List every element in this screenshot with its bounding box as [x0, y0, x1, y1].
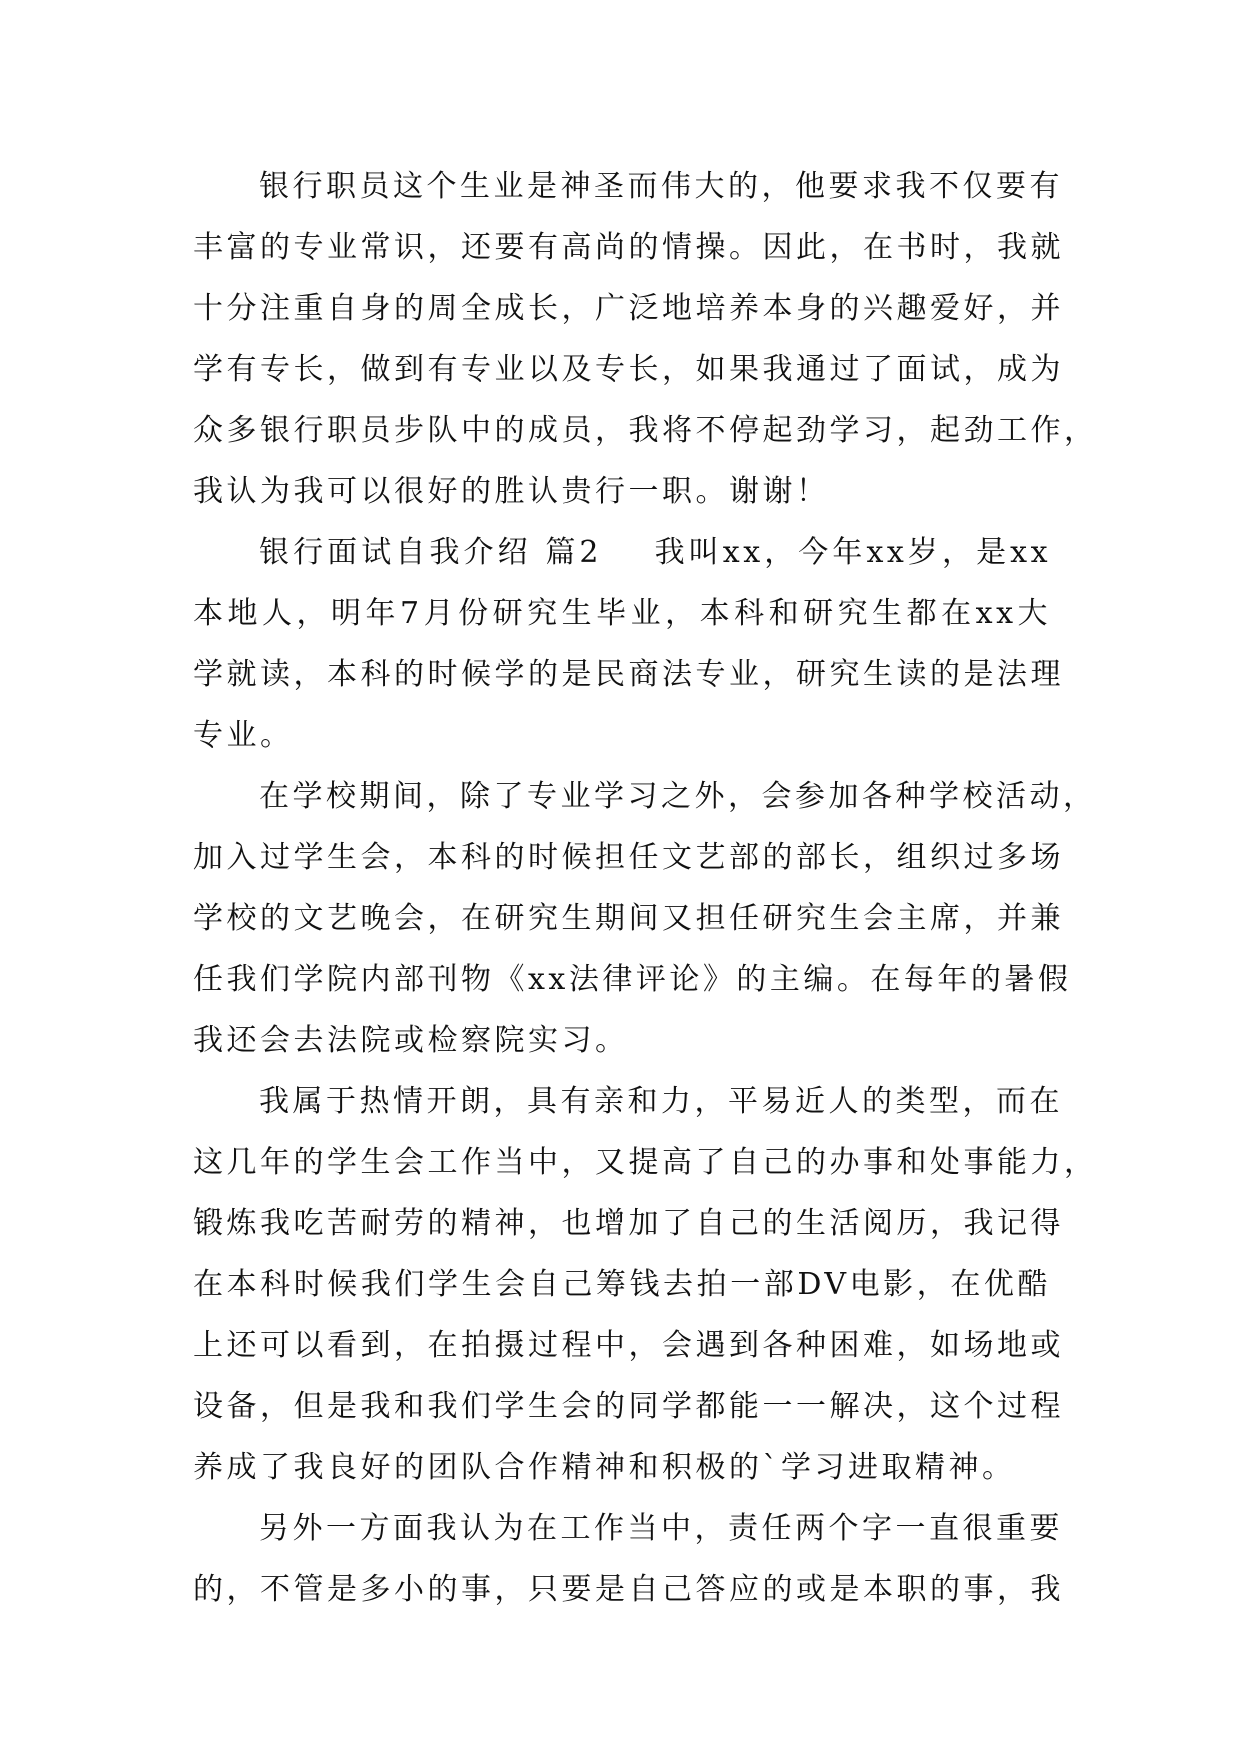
text-line: 学就读，本科的时候学的是民商法专业，研究生读的是法理: [193, 657, 1064, 692]
text-line: 学校的文艺晚会，在研究生期间又担任研究生会主席，并兼: [193, 901, 1064, 936]
section-heading: 银行面试自我介绍 篇2: [259, 535, 603, 570]
text-line: 上还可以看到，在拍摄过程中，会遇到各种困难，如场地或: [193, 1328, 1064, 1363]
text-line: 加入过学生会，本科的时候担任文艺部的部长，组织过多场: [193, 840, 1064, 875]
text-line: 这几年的学生会工作当中，又提高了自己的办事和处事能力，: [193, 1145, 1098, 1180]
heading-line: [193, 522, 1051, 583]
text-line: 任我们学院内部刊物《xx法律评论》的主编。在每年的暑假: [193, 962, 1072, 997]
text-line: 丰富的专业常识，还要有高尚的情操。因此，在书时，我就: [193, 230, 1064, 265]
text-line: 另外一方面我认为在工作当中，责任两个字一直很重要: [259, 1511, 1063, 1546]
text-line: 我属于热情开朗，具有亲和力，平易近人的类型，而在: [259, 1084, 1063, 1119]
text-line: 在学校期间，除了专业学习之外，会参加各种学校活动，: [259, 779, 1097, 814]
text-line: 在本科时候我们学生会自己筹钱去拍一部DV电影，在优酷: [193, 1267, 1051, 1302]
text-line: 的，不管是多小的事，只要是自己答应的或是本职的事，我: [193, 1572, 1064, 1607]
text-line: 养成了我良好的团队合作精神和积极的`学习进取精神。: [193, 1450, 1016, 1485]
text-line: 学有专长，做到有专业以及专长，如果我通过了面试，成为: [193, 352, 1064, 387]
paragraph-4: [193, 1071, 1098, 1498]
text-line: 本地人，明年7月份研究生毕业，本科和研究生都在xx大: [193, 596, 1051, 631]
text-line: 专业。: [193, 718, 294, 753]
text-line: 众多银行职员步队中的成员，我将不停起劲学习，起劲工作，: [193, 413, 1098, 448]
heading-line-text: 我叫xx，今年xx岁，是xx: [654, 535, 1052, 570]
text-line: 我认为我可以很好的胜认贵行一职。谢谢！: [193, 474, 830, 509]
paragraph-5: [193, 1498, 1064, 1620]
paragraph-1: [193, 156, 1098, 522]
text-line: 我还会去法院或检察院实习。: [193, 1023, 629, 1058]
paragraph-3: [193, 766, 1097, 1071]
text-line: 锻炼我吃苦耐劳的精神，也增加了自己的生活阅历，我记得: [193, 1206, 1064, 1241]
text-line: 设备，但是我和我们学生会的同学都能一一解决，这个过程: [193, 1389, 1064, 1424]
document-body: [193, 156, 1098, 1620]
text-line: 十分注重自身的周全成长，广泛地培养本身的兴趣爱好，并: [193, 291, 1064, 326]
text-line: 银行职员这个生业是神圣而伟大的，他要求我不仅要有: [259, 169, 1063, 204]
paragraph-2: [193, 522, 1064, 766]
